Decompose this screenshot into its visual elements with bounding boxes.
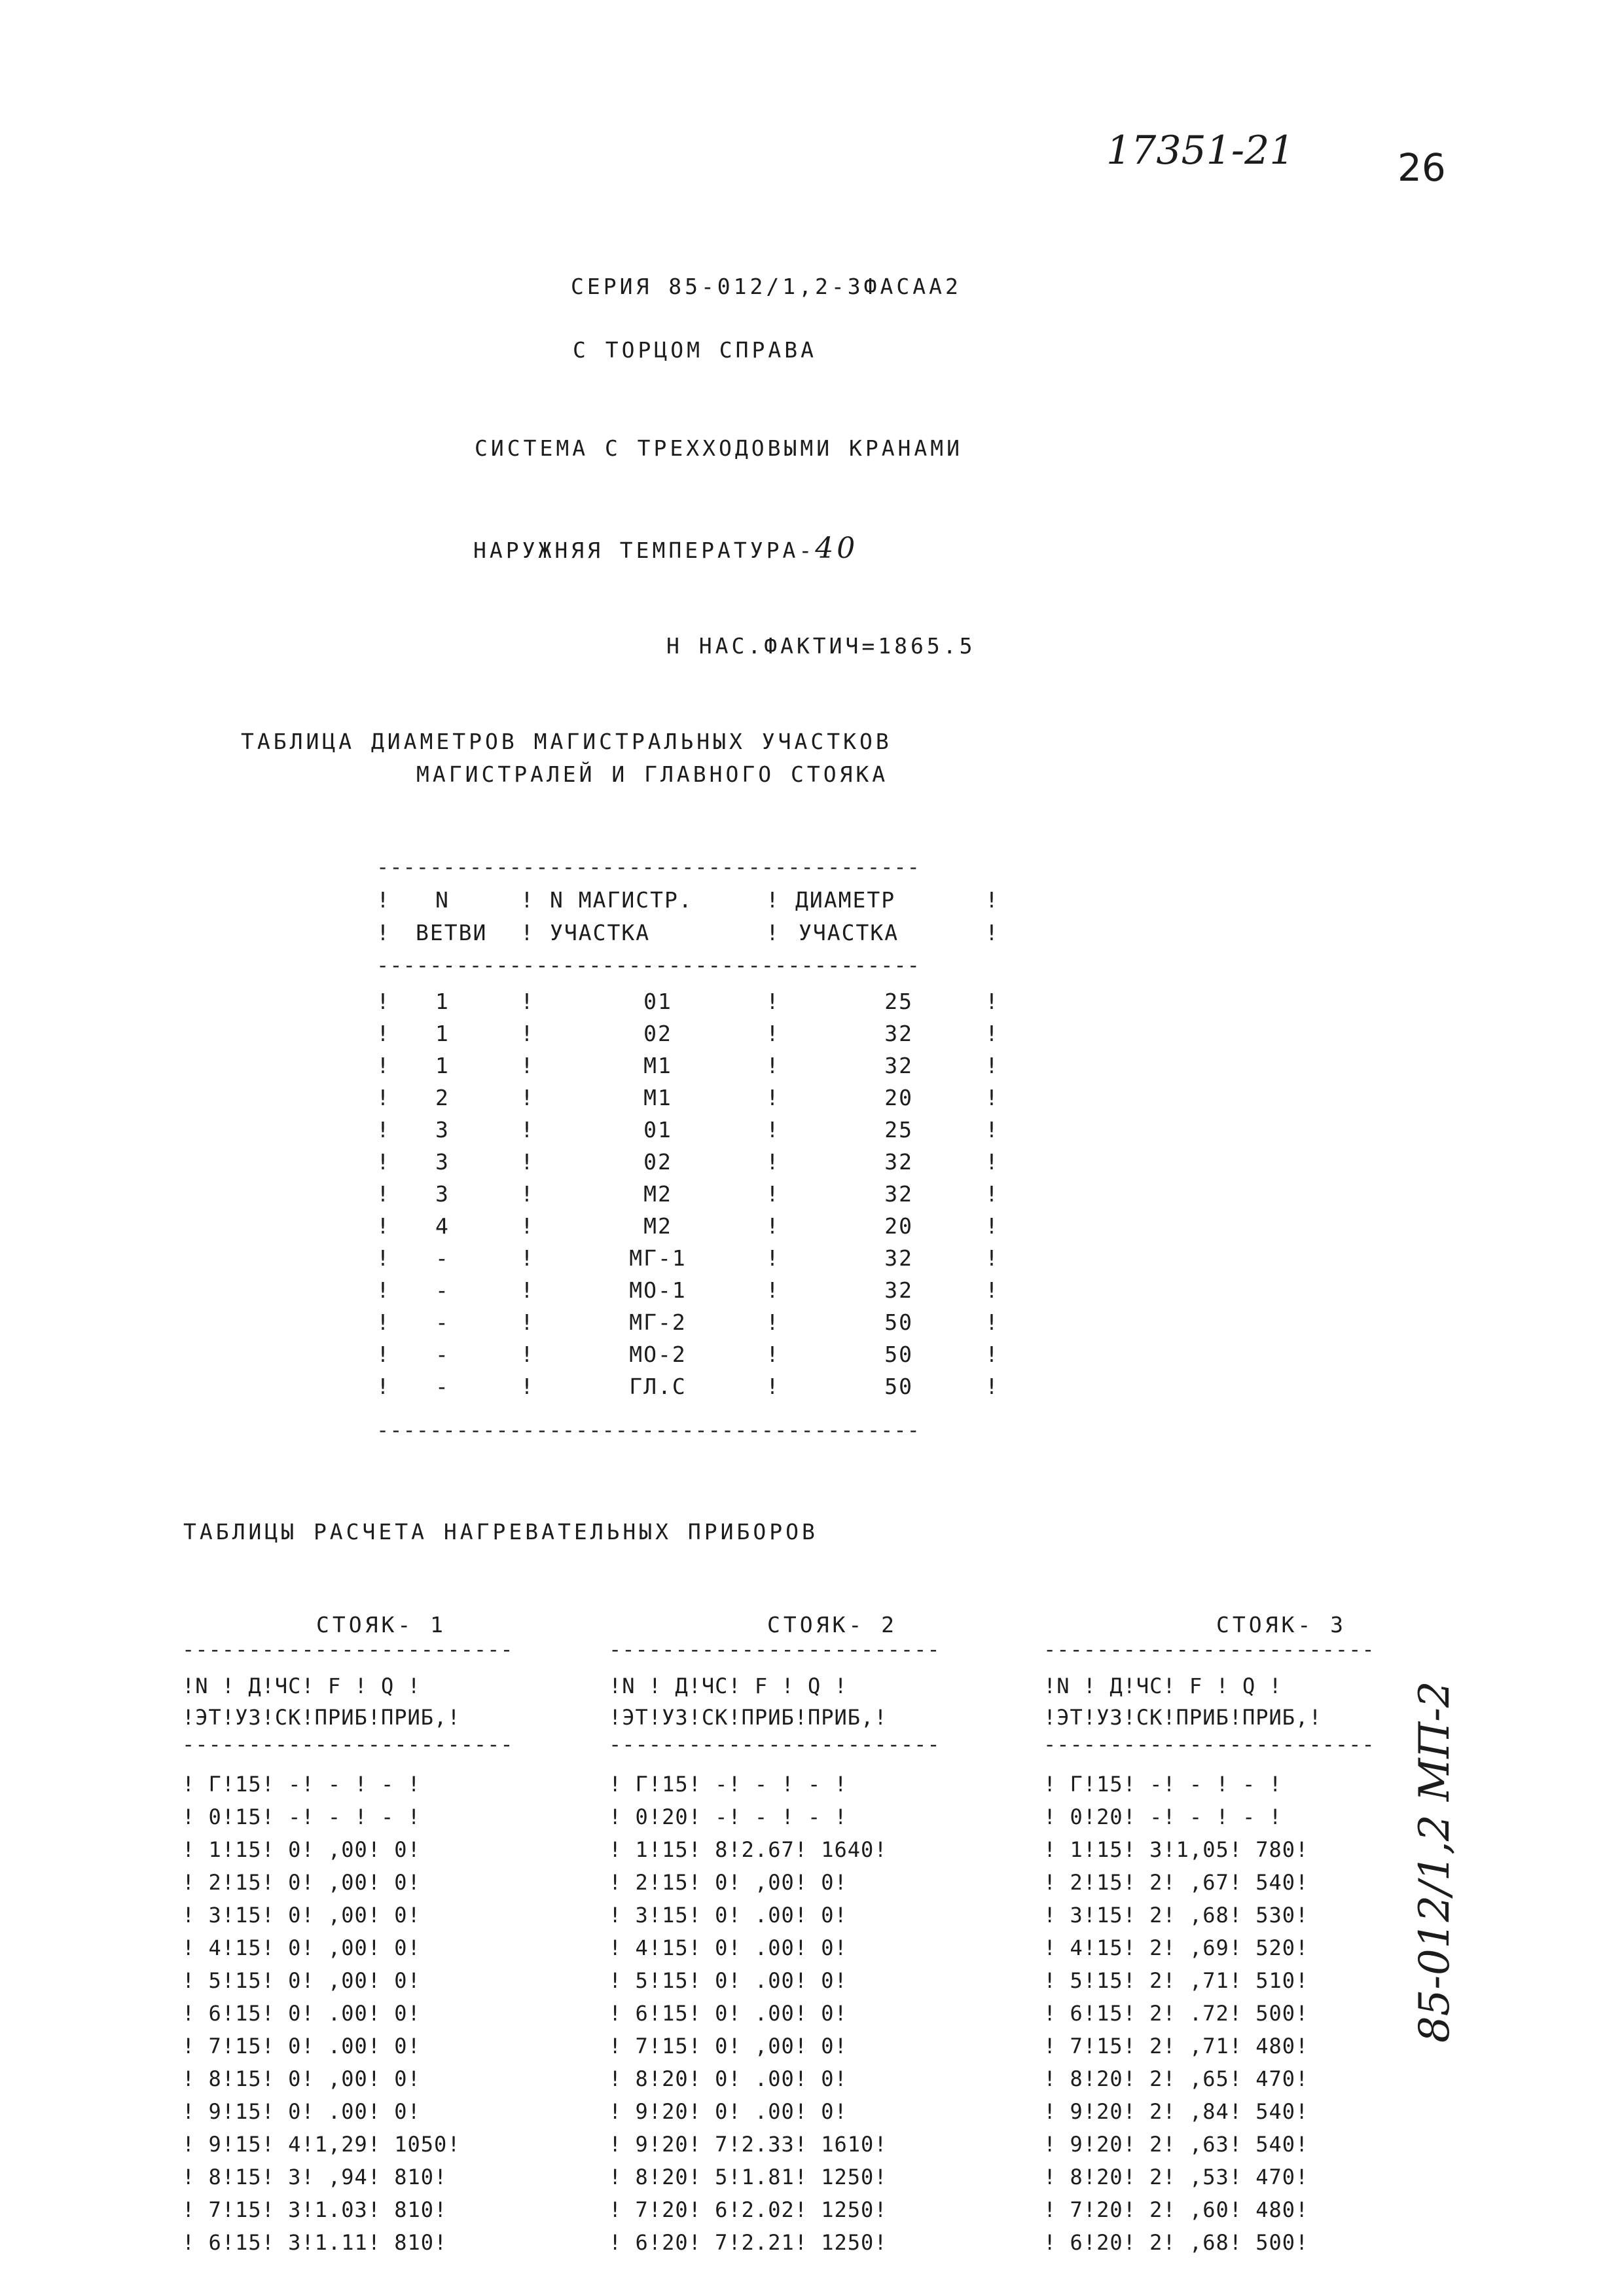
temperature-line: [473, 532, 858, 565]
branch-cell: 1: [435, 989, 450, 1014]
table-row: ! 9!20! 0! .00! 0!: [609, 2099, 848, 2124]
diameter-cell: 50: [884, 1374, 913, 1399]
column-separator: !: [520, 1149, 535, 1175]
column-separator: !: [376, 1053, 391, 1078]
handwritten-doc-number: 17351-21: [1106, 128, 1295, 174]
table-rule: -------------------------: [609, 1637, 941, 1662]
series-title: СЕРИЯ 85-012/1,2-3ФАСАА2: [571, 274, 962, 299]
branch-cell: 3: [435, 1117, 450, 1143]
column-separator: !: [520, 1342, 535, 1367]
table-row: ! 0!20! -! - ! - !: [609, 1804, 848, 1829]
table-row: ! 6!15! 2! .72! 500!: [1043, 2001, 1309, 2026]
riser-2-title: СТОЯК- 2: [767, 1612, 897, 1637]
diam-table: [376, 854, 1000, 1442]
column-separator: !: [520, 1085, 535, 1110]
table-row: [376, 1338, 998, 1370]
branch-cell: -: [435, 1374, 450, 1399]
branch-cell: 1: [435, 1053, 450, 1078]
table-row: [376, 1370, 998, 1402]
section-cell: М1: [643, 1085, 672, 1110]
column-separator: !: [520, 989, 535, 1014]
branch-cell: -: [435, 1277, 450, 1303]
table-row: [376, 1050, 998, 1082]
radiator-head-2: !ЭТ!УЗ!СК!ПРИБ!ПРИБ,!: [1043, 1705, 1322, 1730]
column-separator: !: [985, 1053, 1000, 1078]
column-separator: !: [985, 1021, 1000, 1046]
column-separator: !: [520, 1117, 535, 1143]
column-separator: !: [766, 1374, 780, 1399]
head-section-n: N МАГИСТР.: [550, 887, 693, 913]
table-row: ! 9!20! 7!2.33! 1610!: [609, 2132, 888, 2157]
table-row: ! 9!20! 2! ,84! 540!: [1043, 2099, 1309, 2124]
section-cell: 02: [643, 1021, 672, 1046]
section-cell: М2: [643, 1213, 672, 1239]
riser-1-title: СТОЯК- 1: [316, 1612, 446, 1637]
column-separator: !: [376, 1342, 391, 1367]
riser-3-title: СТОЯК- 3: [1216, 1612, 1346, 1637]
table-row: ! 6!15! 0! .00! 0!: [609, 2001, 848, 2026]
column-separator: !: [985, 1117, 1000, 1143]
section-cell: М2: [643, 1181, 672, 1207]
radiator-tables-title: ТАБЛИЦЫ РАСЧЕТА НАГРЕВАТЕЛЬНЫХ ПРИБОРОВ: [183, 1519, 818, 1545]
section-cell: МГ-2: [629, 1309, 687, 1335]
table-row: [376, 1114, 998, 1146]
table-row: ! 8!15! 3! ,94! 810!: [182, 2165, 448, 2189]
column-separator: !: [985, 1309, 1000, 1335]
column-separator: !: [985, 1277, 1000, 1303]
column-separator: !: [376, 1245, 391, 1271]
radiator-head-2: !ЭТ!УЗ!СК!ПРИБ!ПРИБ,!: [182, 1705, 461, 1730]
table-row: ! 6!20! 2! ,68! 500!: [1043, 2230, 1309, 2255]
table-row: ! 6!15! 3!1.11! 810!: [182, 2230, 448, 2255]
column-separator: !: [376, 1181, 391, 1207]
table-row: ! Г!15! -! - ! - !: [1043, 1772, 1282, 1797]
table-row: [376, 1274, 998, 1306]
column-separator: !: [766, 1277, 780, 1303]
table-row: ! 7!15! 3!1.03! 810!: [182, 2197, 448, 2222]
column-separator: !: [985, 1374, 1000, 1399]
table-row: ! 0!20! -! - ! - !: [1043, 1804, 1282, 1829]
table-rule: -------------------------: [1043, 1637, 1375, 1662]
section-cell: ГЛ.С: [629, 1374, 687, 1399]
section-cell: М1: [643, 1053, 672, 1078]
column-separator: !: [766, 1309, 780, 1335]
diameter-cell: 32: [884, 1245, 913, 1271]
temperature-label: НАРУЖНЯЯ ТЕМПЕРАТУРА-: [473, 538, 816, 563]
table-row: ! 8!20! 2! ,65! 470!: [1043, 2066, 1309, 2091]
diameter-cell: 32: [884, 1181, 913, 1207]
table-row: ! 9!15! 0! .00! 0!: [182, 2099, 421, 2124]
column-separator: !: [985, 1149, 1000, 1175]
table-row: ! 7!15! 0! .00! 0!: [182, 2034, 421, 2058]
actual-head: Н НАС.ФАКТИЧ=1865.5: [666, 633, 976, 659]
diameter-cell: 32: [884, 1149, 913, 1175]
table-row: ! 4!15! 0! .00! 0!: [609, 1935, 848, 1960]
head-branch: ВЕТВИ: [416, 920, 488, 945]
subtitle: С ТОРЦОМ СПРАВА: [573, 337, 818, 363]
column-separator: !: [766, 1021, 780, 1046]
diameter-cell: 25: [884, 1117, 913, 1143]
column-separator: !: [985, 1085, 1000, 1110]
section-cell: 01: [643, 989, 672, 1014]
table-row: ! 2!15! 0! ,00! 0!: [609, 1870, 848, 1895]
table-row: ! 4!15! 0! ,00! 0!: [182, 1935, 421, 1960]
radiator-head-1: !N ! Д!ЧС! F ! Q !: [1043, 1674, 1282, 1698]
section-cell: 01: [643, 1117, 672, 1143]
branch-cell: 3: [435, 1181, 450, 1207]
diam-table-title-2: МАГИСТРАЛЕЙ И ГЛАВНОГО СТОЯКА: [416, 761, 889, 787]
table-row: ! Г!15! -! - ! - !: [182, 1772, 421, 1797]
column-separator: !: [376, 1213, 391, 1239]
table-rule: -------------------------: [182, 1732, 514, 1757]
head-diameter-section: УЧАСТКА: [799, 920, 899, 945]
column-separator: !: [766, 1149, 780, 1175]
diameter-cell: 20: [884, 1085, 913, 1110]
table-row: [376, 1242, 998, 1274]
table-row: ! 3!15! 2! ,68! 530!: [1043, 1903, 1309, 1928]
column-separator: !: [985, 1245, 1000, 1271]
column-separator: !: [376, 989, 391, 1014]
column-separator: !: [985, 1181, 1000, 1207]
column-separator: !: [520, 1213, 535, 1239]
diameter-cell: 50: [884, 1309, 913, 1335]
column-separator: !: [520, 1181, 535, 1207]
diam-table-rule-top: -----------------------------------------: [376, 854, 920, 879]
branch-cell: 2: [435, 1085, 450, 1110]
column-separator: !: [376, 1149, 391, 1175]
table-row: ! 6!20! 7!2.21! 1250!: [609, 2230, 888, 2255]
table-row: ! 2!15! 2! ,67! 540!: [1043, 1870, 1309, 1895]
branch-cell: -: [435, 1309, 450, 1335]
branch-cell: 3: [435, 1149, 450, 1175]
system-type: СИСТЕМА С ТРЕХХОДОВЫМИ КРАНАМИ: [475, 435, 964, 461]
table-row: ! 8!15! 0! ,00! 0!: [182, 2066, 421, 2091]
column-separator: !: [520, 1309, 535, 1335]
table-row: ! 6!15! 0! .00! 0!: [182, 2001, 421, 2026]
table-row: [376, 1017, 998, 1050]
column-separator: !: [766, 1342, 780, 1367]
column-separator: !: [376, 1277, 391, 1303]
diameter-cell: 32: [884, 1053, 913, 1078]
table-row: ! 5!15! 0! .00! 0!: [609, 1968, 848, 1993]
diam-table-title-1: ТАБЛИЦА ДИАМЕТРОВ МАГИСТРАЛЬНЫХ УЧАСТКОВ: [241, 729, 892, 754]
table-row: ! 3!15! 0! .00! 0!: [609, 1903, 848, 1928]
table-rule: -------------------------: [182, 1637, 514, 1662]
table-row: ! 8!20! 2! ,53! 470!: [1043, 2165, 1309, 2189]
table-row: [376, 1210, 998, 1242]
column-separator: !: [985, 1342, 1000, 1367]
radiator-head-2: !ЭТ!УЗ!СК!ПРИБ!ПРИБ,!: [609, 1705, 888, 1730]
table-row: ! 1!15! 8!2.67! 1640!: [609, 1837, 888, 1862]
branch-cell: -: [435, 1342, 450, 1367]
table-row: ! 7!20! 2! ,60! 480!: [1043, 2197, 1309, 2222]
radiator-tables: [182, 1637, 1465, 2265]
diam-table-rule-bottom: -----------------------------------------: [376, 1418, 920, 1442]
column-separator: !: [766, 1085, 780, 1110]
table-row: ! 7!15! 2! ,71! 480!: [1043, 2034, 1309, 2058]
diam-table-rule-mid: -----------------------------------------: [376, 953, 920, 978]
column-separator: !: [985, 1213, 1000, 1239]
table-rule: -------------------------: [1043, 1732, 1375, 1757]
diam-table-header: ! ! ! ! ! ! ! ! N ВЕТВИ N МАГИСТР. УЧАСТКА ДИАМЕТР УЧАСТКА: [376, 884, 998, 949]
side-stamp: 85-012/1,2 МП-2: [1411, 1681, 1459, 2043]
column-separator: !: [520, 1374, 535, 1399]
column-separator: !: [766, 1053, 780, 1078]
column-separator: !: [376, 1021, 391, 1046]
column-separator: !: [376, 1117, 391, 1143]
section-cell: МО-2: [629, 1342, 687, 1367]
head-section: УЧАСТКА: [550, 920, 651, 945]
column-separator: !: [985, 989, 1000, 1014]
temperature-value: 40: [815, 532, 859, 565]
diameter-cell: 50: [884, 1342, 913, 1367]
table-row: ! 7!15! 0! ,00! 0!: [609, 2034, 848, 2058]
table-row: ! 2!15! 0! ,00! 0!: [182, 1870, 421, 1895]
column-separator: !: [766, 1181, 780, 1207]
section-cell: МО-1: [629, 1277, 687, 1303]
diameter-cell: 32: [884, 1277, 913, 1303]
head-diameter: ДИАМЕТР: [795, 887, 896, 913]
table-row: ! 1!15! 0! ,00! 0!: [182, 1837, 421, 1862]
table-row: [376, 1146, 998, 1178]
branch-cell: -: [435, 1245, 450, 1271]
column-separator: !: [376, 1085, 391, 1110]
section-cell: МГ-1: [629, 1245, 687, 1271]
branch-cell: 1: [435, 1021, 450, 1046]
table-row: ! 5!15! 0! ,00! 0!: [182, 1968, 421, 1993]
section-cell: 02: [643, 1149, 672, 1175]
column-separator: !: [766, 1117, 780, 1143]
table-row: [376, 1082, 998, 1114]
radiator-head-1: !N ! Д!ЧС! F ! Q !: [609, 1674, 848, 1698]
column-separator: !: [766, 989, 780, 1014]
table-row: ! 5!15! 2! ,71! 510!: [1043, 1968, 1309, 1993]
radiator-head-1: !N ! Д!ЧС! F ! Q !: [182, 1674, 421, 1698]
column-separator: !: [766, 1213, 780, 1239]
diameter-cell: 25: [884, 989, 913, 1014]
branch-cell: 4: [435, 1213, 450, 1239]
table-row: ! 3!15! 0! ,00! 0!: [182, 1903, 421, 1928]
table-rule: -------------------------: [609, 1732, 941, 1757]
diameter-cell: 32: [884, 1021, 913, 1046]
table-row: ! 7!20! 6!2.02! 1250!: [609, 2197, 888, 2222]
table-row: ! Г!15! -! - ! - !: [609, 1772, 848, 1797]
diameter-cell: 20: [884, 1213, 913, 1239]
page-number: 26: [1398, 145, 1446, 190]
table-row: ! 9!20! 2! ,63! 540!: [1043, 2132, 1309, 2157]
column-separator: !: [520, 1277, 535, 1303]
column-separator: !: [520, 1021, 535, 1046]
column-separator: !: [520, 1053, 535, 1078]
table-row: [376, 1178, 998, 1210]
column-separator: !: [520, 1245, 535, 1271]
table-row: ! 0!15! -! - ! - !: [182, 1804, 421, 1829]
column-separator: !: [376, 1309, 391, 1335]
table-row: ! 1!15! 3!1,05! 780!: [1043, 1837, 1309, 1862]
table-row: ! 4!15! 2! ,69! 520!: [1043, 1935, 1309, 1960]
head-branch-n: N: [435, 887, 450, 913]
table-row: ! 9!15! 4!1,29! 1050!: [182, 2132, 461, 2157]
table-row: [376, 985, 998, 1017]
table-row: ! 8!20! 0! .00! 0!: [609, 2066, 848, 2091]
column-separator: !: [376, 1374, 391, 1399]
table-row: [376, 1306, 998, 1338]
column-separator: !: [766, 1245, 780, 1271]
table-row: ! 8!20! 5!1.81! 1250!: [609, 2165, 888, 2189]
